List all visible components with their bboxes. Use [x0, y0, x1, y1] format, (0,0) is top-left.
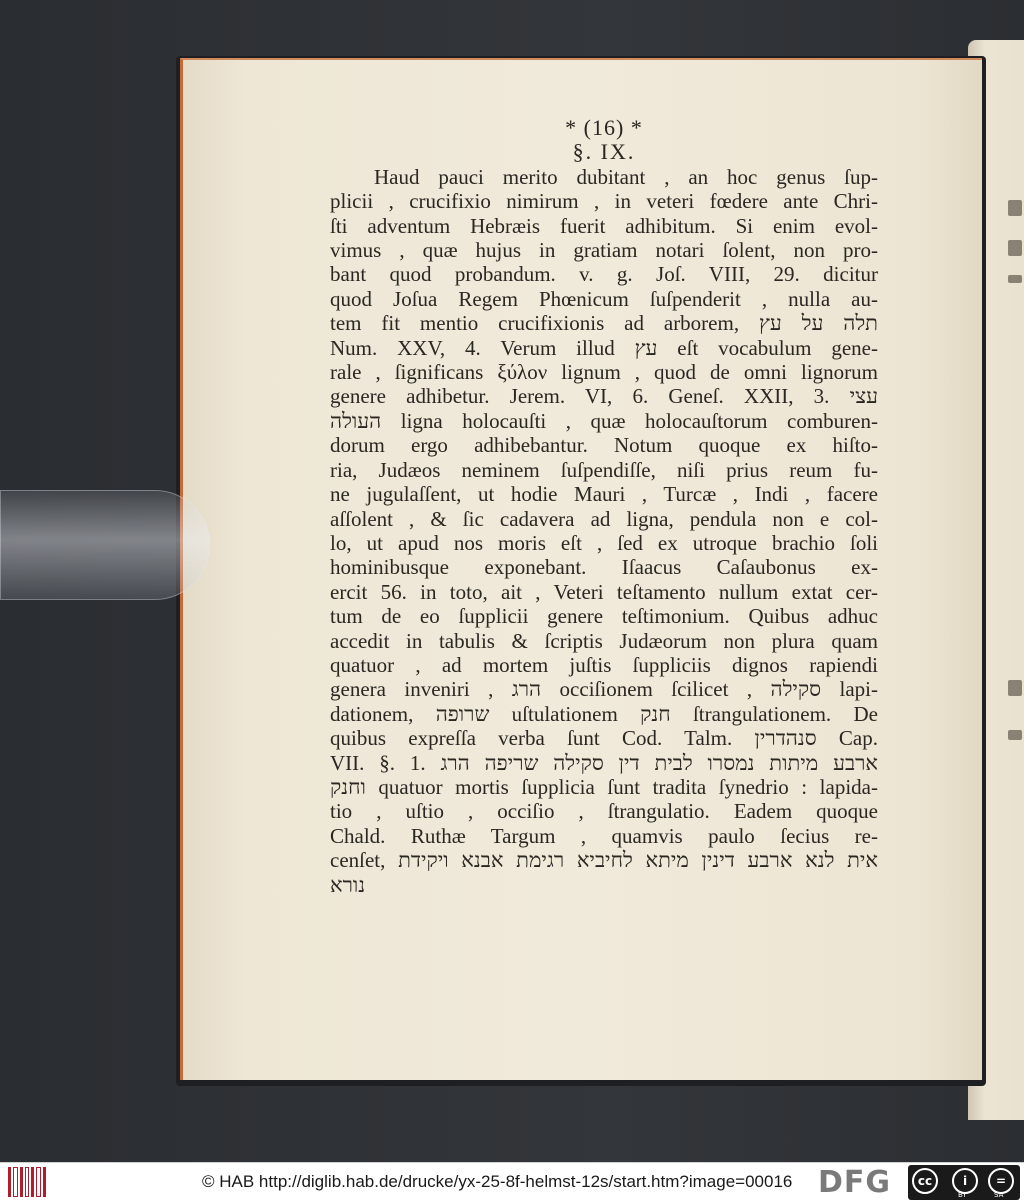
by-attribution-icon: i	[952, 1168, 978, 1194]
text-line: Chald. Ruthæ Targum , quamvis paulo ſecius re-	[330, 823, 878, 848]
text-line: ſti adventum Hebræis fuerit adhibitum. Si enim evol-	[330, 213, 878, 238]
text-line: genera inveniri , הרג occiſionem ſcilicet , סקילה lapi-	[330, 677, 878, 702]
text-line: plicii , crucifixio nimirum , in veteri fœdere ante Chri-	[330, 189, 878, 214]
page-text	[330, 116, 878, 897]
text-line: vimus , quæ hujus in gratiam notari ſolent, non pro-	[330, 238, 878, 263]
text-line: dorum ergo adhibebantur. Notum quoque ex hiſto-	[330, 433, 878, 458]
text-line: lo, ut apud nos moris eſt , ſed ex utroque brachio ſoli	[330, 530, 878, 555]
dfg-logo: DFG	[818, 1165, 892, 1200]
body-lines	[330, 165, 878, 897]
text-line: וחנק quatuor mortis ſupplicia ſunt tradita ſynedrio : lapida-	[330, 774, 878, 799]
copyright-url[interactable]: © HAB http://diglib.hab.de/drucke/yx-25-8f-helmst-12s/start.htm?image=00016	[202, 1172, 793, 1191]
text-line: rale , ſignificans ξύλον lignum , quod de omni lignorum	[330, 360, 878, 385]
text-line: Num. XXV, 4. Verum illud עץ eſt vocabulum gene-	[330, 335, 878, 360]
text-line: ercit 56. in toto, ait , Veteri teſtamento nullum extat cer-	[330, 579, 878, 604]
text-line: quatuor , ad mortem juſtis ſuppliciis dignos rapiendi	[330, 652, 878, 677]
ink-bleed	[1008, 240, 1022, 256]
ink-bleed	[1008, 275, 1022, 283]
ink-bleed	[1008, 680, 1022, 696]
text-line: dationem, שרופה uſtulationem חנק ſtrangulationem. De	[330, 701, 878, 726]
hab-logo-icon	[8, 1167, 46, 1197]
text-line: tem fit mentio crucifixionis ad arborem, תלה על עץ	[330, 311, 878, 336]
ink-bleed	[1008, 730, 1022, 740]
text-line: נורא	[330, 872, 366, 897]
text-line: ria, Judæos neminem ſuſpendiſſe, niſi prius reum fu-	[330, 457, 878, 482]
text-line: quibus expreſſa verba ſunt Cod. Talm. סנהדרין Cap.	[330, 726, 878, 751]
glass-clamp	[0, 490, 210, 600]
page-number-header: * (16) *	[565, 115, 643, 140]
text-line: tum de eo ſupplicii genere teſtimonium. Quibus adhuc	[330, 604, 878, 629]
text-line: quod Joſua Regem Phœnicum ſuſpenderit , nulla au-	[330, 286, 878, 311]
text-line: bant quod probandum. v. g. Joſ. VIII, 29. dicitur	[330, 262, 878, 287]
text-line: hominibusque exponebant. Iſaacus Caſaubonus ex-	[330, 555, 878, 580]
section-heading: §. IX.	[572, 139, 636, 165]
text-line: aſſolent , & ſic cadavera ad ligna, pendula non e col-	[330, 506, 878, 531]
cc-icon: cc	[912, 1168, 938, 1194]
text-line: genere adhibetur. Jerem. VI, 6. Geneſ. XXII, 3. עצי	[330, 384, 878, 409]
by-label: BY	[958, 1191, 967, 1199]
footer-bar	[0, 1162, 1024, 1202]
ink-bleed	[1008, 200, 1022, 216]
cc-license-badge[interactable]	[908, 1165, 1020, 1200]
text-line: tio , uſtio , occiſio , ſtrangulatio. Eadem quoque	[330, 799, 878, 824]
text-line: ne jugulaſſent, ut hodie Mauri , Turcæ , Indi , facere	[330, 482, 878, 507]
text-line: cenſet, אית לנא ארבע דינין מיתא לחיביא רגימת אבנא ויקידת	[330, 848, 878, 873]
text-line: העולה ligna holocauſti , quæ holocauſtorum comburen-	[330, 408, 878, 433]
text-line: VII. §. 1. ארבע מיתות נמסרו לבית דין סקילה שריפה הרג	[330, 750, 879, 775]
sa-label: SA	[994, 1191, 1004, 1199]
text-line: Haud pauci merito dubitant , an hoc genus ſup-	[374, 164, 878, 189]
text-line: accedit in tabulis & ſcriptis Judæorum non plura quam	[330, 628, 878, 653]
share-alike-icon: =	[988, 1168, 1014, 1194]
